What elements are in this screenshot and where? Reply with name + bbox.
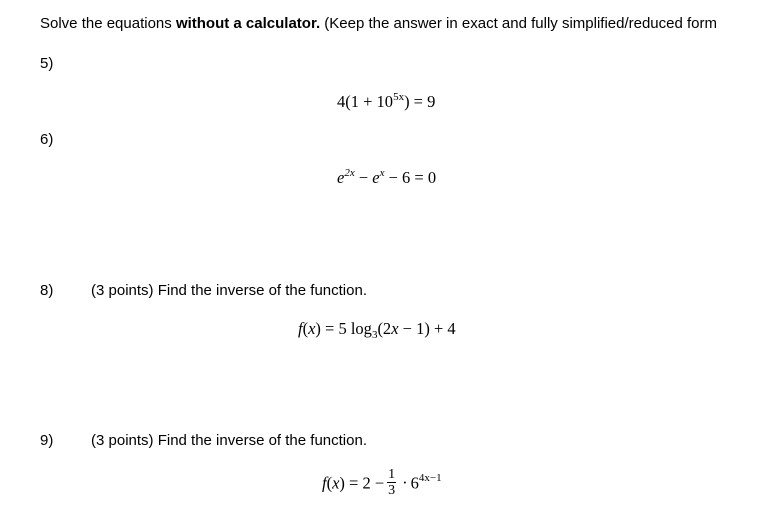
problem-8-log-base: 3 xyxy=(371,329,378,341)
problem-6-minus: − xyxy=(354,168,373,187)
problem-6-term2-exp: x xyxy=(379,167,385,179)
problem-8-paren-open: (2 xyxy=(377,319,392,338)
problem-9-f: f xyxy=(322,473,327,493)
problem-9-prompt: (3 points) Find the inverse of the function. xyxy=(91,432,367,449)
problem-6-equation xyxy=(337,168,436,188)
problem-8-eq: = 5 log xyxy=(320,319,372,338)
problem-8-prompt: (3 points) Find the inverse of the function. xyxy=(91,282,367,299)
problem-8-arg: (x) xyxy=(302,319,321,338)
problem-8-number: 8) xyxy=(40,282,54,299)
problem-8-equation xyxy=(298,319,456,339)
problem-9-number: 9) xyxy=(40,432,54,449)
problem-5-exponent: 5x xyxy=(393,91,405,103)
problem-9-exp: 4x−1 xyxy=(418,472,442,485)
problem-9-arg: (x) xyxy=(326,473,345,493)
problem-6-term2-base: e xyxy=(372,168,380,187)
problem-6-rest: − 6 = 0 xyxy=(384,168,437,187)
problem-9-frac-den: 3 xyxy=(388,483,396,498)
problem-5-equation xyxy=(337,92,435,112)
problem-9-dot: · xyxy=(402,473,408,493)
problem-5-left: 4(1 + 10 xyxy=(337,92,394,111)
problem-8-rest: − 1) + 4 xyxy=(398,319,456,338)
problem-8-f: f xyxy=(298,319,303,338)
problem-9-frac-num: 1 xyxy=(388,467,396,482)
problem-9-fraction xyxy=(387,467,396,498)
problem-8-x: x xyxy=(391,319,399,338)
instructions-prefix: Solve the equations xyxy=(40,15,176,32)
problem-6-term1-exp: 2x xyxy=(344,167,355,179)
instructions xyxy=(40,15,717,32)
problem-5-number: 5) xyxy=(40,55,54,72)
problem-5-right: ) = 9 xyxy=(404,92,436,111)
problem-6-number: 6) xyxy=(40,131,54,148)
problem-9-eq: = 2 − xyxy=(344,473,385,493)
instructions-bold: without a calculator. xyxy=(175,15,321,32)
problem-9-base: 6 xyxy=(410,473,419,493)
instructions-suffix: (Keep the answer in exact and fully simplified/reduced form xyxy=(320,15,718,32)
problem-6-term1-base: e xyxy=(337,168,345,187)
problem-9-equation xyxy=(322,469,442,500)
